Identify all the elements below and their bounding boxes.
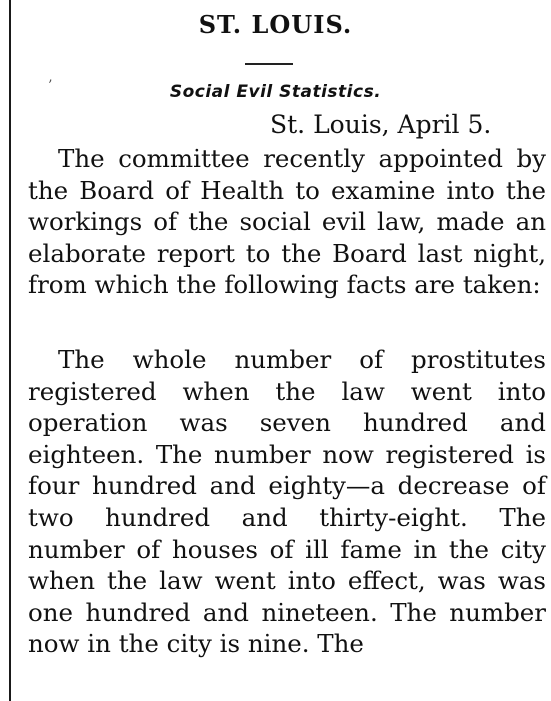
paragraph-text: The whole number of prostitutes registered when the law went into operation was seven hundred and eighteen. The number now registered is four hundred and eighty—a decrease of two hundred and thirty-eight. The number of houses of ill fame in the city when the law went into effect, was was one hundred and nineteen. The number now in the city is nine. The — [28, 345, 546, 659]
column-rule — [9, 0, 11, 701]
article-body-paragraph-2 — [28, 344, 546, 660]
paragraph-text: The committee recently appointed by the Board of Health to examine into the workings of the social evil law, made an elaborate report to the Board last night, from which the following facts are taken: — [28, 144, 546, 300]
headline-divider — [245, 63, 293, 65]
print-blemish: ’ — [48, 78, 53, 94]
article-body-paragraph-1 — [28, 143, 546, 301]
headline: ST. LOUIS. — [198, 10, 353, 39]
dateline: St. Louis, April 5. — [270, 110, 492, 139]
subheadline: Social Evil Statistics. — [169, 82, 382, 102]
